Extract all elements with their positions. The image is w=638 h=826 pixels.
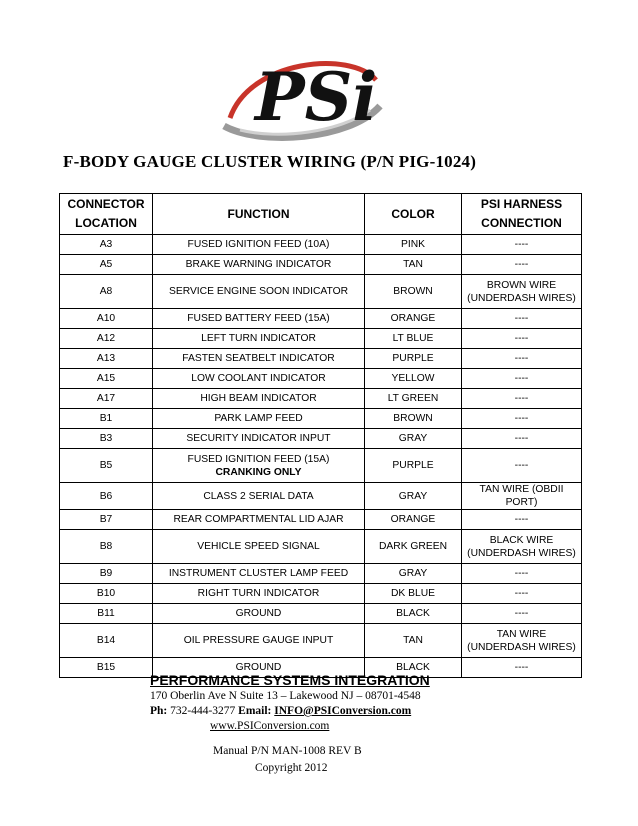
cell-function	[153, 255, 365, 275]
table-row	[60, 389, 582, 409]
header-color: COLOR	[365, 194, 462, 235]
cell-function-text: HIGH BEAM INDICATOR	[200, 393, 317, 404]
cell-function	[153, 369, 365, 389]
cell-color-text: GRAY	[398, 490, 428, 502]
table-row	[60, 329, 582, 349]
copyright: Copyright 2012	[255, 762, 328, 774]
cell-function-text: FUSED BATTERY FEED (15A)	[187, 313, 330, 324]
cell-color	[365, 255, 462, 275]
cell-color	[365, 329, 462, 349]
cell-connector-location-text: A10	[96, 313, 116, 324]
table-body	[60, 235, 582, 678]
cell-color-text: BROWN	[393, 286, 433, 297]
cell-function	[153, 624, 365, 658]
cell-connector-location-text: B8	[99, 541, 113, 552]
cell-harness-connection-text: ----	[514, 353, 529, 364]
cell-connector-location-text: B11	[97, 608, 115, 619]
table-header-row	[60, 194, 582, 235]
cell-connector-location	[60, 275, 153, 309]
table-row	[60, 564, 582, 584]
cell-harness-connection-text: ----	[514, 662, 529, 673]
cell-color-text: TAN	[403, 259, 423, 270]
cell-harness-connection	[462, 530, 582, 564]
cell-connector-location	[60, 309, 153, 329]
cell-function-text: LEFT TURN INDICATOR	[201, 333, 316, 344]
table-row	[60, 483, 582, 510]
cell-color	[365, 275, 462, 309]
cell-harness-connection-text: ----	[514, 608, 529, 619]
cell-color-text: LT BLUE	[392, 333, 434, 344]
cell-harness-connection-text: TAN WIRE (OBDII PORT)	[479, 484, 564, 508]
table-row	[60, 309, 582, 329]
table-row	[60, 275, 582, 309]
cell-harness-connection-text: ----	[514, 373, 529, 384]
cell-harness-connection-text: ----	[514, 568, 529, 579]
cell-function	[153, 389, 365, 409]
cell-function-text: LOW COOLANT INDICATOR	[191, 373, 326, 384]
cell-function-text: OIL PRESSURE GAUGE INPUT	[183, 635, 334, 646]
cell-function-text: SECURITY INDICATOR INPUT	[186, 433, 331, 444]
cell-function	[153, 530, 365, 564]
cell-connector-location	[60, 604, 153, 624]
cell-color-text: TAN	[403, 635, 423, 646]
cell-connector-location-text: A3	[99, 239, 113, 250]
cell-color-text: GRAY	[398, 568, 428, 579]
cell-function-text: RIGHT TURN INDICATOR	[197, 588, 320, 599]
table-row	[60, 369, 582, 389]
table-row	[60, 349, 582, 369]
cell-connector-location-text: B3	[99, 433, 113, 444]
cell-color-text: ORANGE	[390, 313, 436, 324]
cell-color-text: DARK GREEN	[378, 541, 448, 552]
cell-function	[153, 449, 365, 483]
cell-connector-location	[60, 449, 153, 483]
cell-harness-connection-text: BROWN WIRE (UNDERDASH WIRES)	[467, 279, 576, 304]
cell-harness-connection	[462, 604, 582, 624]
cell-function	[153, 564, 365, 584]
psi-logo	[200, 40, 390, 160]
cell-harness-connection	[462, 483, 582, 510]
function-note: CRANKING ONLY	[215, 466, 302, 478]
cell-function-text: GROUND	[235, 662, 282, 673]
logo-text: PSi	[255, 58, 378, 136]
phone-label: Ph:	[150, 705, 168, 717]
cell-color	[365, 564, 462, 584]
cell-function-text: FASTEN SEATBELT INDICATOR	[182, 353, 335, 364]
table-row	[60, 409, 582, 429]
cell-connector-location	[60, 483, 153, 510]
cell-connector-location-text: B9	[99, 568, 113, 579]
header-harness-connection: PSI HARNESS CONNECTION	[462, 194, 582, 235]
cell-function-text: GROUND	[235, 608, 282, 619]
cell-function	[153, 275, 365, 309]
cell-color	[365, 584, 462, 604]
cell-harness-connection-text: TAN WIRE (UNDERDASH WIRES)	[467, 628, 576, 653]
cell-color-text: LT GREEN	[387, 393, 439, 404]
cell-function-text: SERVICE ENGINE SOON INDICATOR	[168, 286, 349, 297]
cell-color	[365, 429, 462, 449]
cell-function	[153, 409, 365, 429]
cell-connector-location-text: A12	[96, 333, 116, 344]
cell-function	[153, 329, 365, 349]
table-row	[60, 235, 582, 255]
cell-connector-location	[60, 349, 153, 369]
cell-connector-location	[60, 564, 153, 584]
table-row	[60, 530, 582, 564]
table-row	[60, 624, 582, 658]
cell-color-text: ORANGE	[390, 514, 436, 525]
cell-connector-location	[60, 624, 153, 658]
page-title: F-BODY GAUGE CLUSTER WIRING (P/N PIG-1024)	[63, 152, 477, 171]
cell-connector-location	[60, 658, 153, 678]
table-row	[60, 255, 582, 275]
cell-color	[365, 510, 462, 530]
cell-function-text: FUSED IGNITION FEED (15A)	[187, 453, 330, 465]
cell-harness-connection-text: ----	[514, 333, 529, 344]
cell-color-text: YELLOW	[391, 373, 435, 384]
cell-function	[153, 309, 365, 329]
cell-function-text: VEHICLE SPEED SIGNAL	[197, 541, 320, 552]
company-name: PERFORMANCE SYSTEMS INTEGRATION	[150, 672, 430, 688]
cell-connector-location	[60, 510, 153, 530]
cell-function-text: FUSED IGNITION FEED (10A)	[187, 239, 330, 250]
cell-connector-location	[60, 329, 153, 349]
cell-connector-location-text: A17	[96, 393, 116, 404]
cell-connector-location	[60, 584, 153, 604]
cell-function-text: PARK LAMP FEED	[214, 413, 303, 424]
cell-connector-location-text: A13	[96, 353, 116, 364]
cell-harness-connection-text: ----	[514, 239, 529, 250]
cell-function	[153, 483, 365, 510]
wiring-table	[59, 193, 582, 678]
cell-color-text: BLACK	[396, 608, 430, 619]
cell-harness-connection	[462, 584, 582, 604]
cell-color	[365, 349, 462, 369]
cell-function	[153, 349, 365, 369]
cell-harness-connection	[462, 255, 582, 275]
cell-harness-connection	[462, 564, 582, 584]
cell-harness-connection	[462, 275, 582, 309]
cell-connector-location-text: B7	[99, 514, 113, 525]
cell-harness-connection-text: ----	[514, 413, 529, 424]
cell-function-text: BRAKE WARNING INDICATOR	[185, 259, 332, 270]
cell-connector-location-text: B15	[96, 662, 116, 673]
cell-connector-location	[60, 409, 153, 429]
address: 170 Oberlin Ave N Suite 13 – Lakewood NJ – 08701-4548	[150, 690, 421, 702]
cell-color	[365, 309, 462, 329]
cell-color-text: DK BLUE	[390, 588, 436, 599]
cell-function	[153, 510, 365, 530]
cell-color	[365, 530, 462, 564]
cell-color-text: BROWN	[393, 413, 433, 424]
table-row	[60, 604, 582, 624]
cell-harness-connection	[462, 329, 582, 349]
cell-connector-location-text: B10	[96, 588, 116, 599]
cell-harness-connection	[462, 389, 582, 409]
cell-harness-connection	[462, 429, 582, 449]
cell-harness-connection-text: ----	[514, 433, 529, 444]
cell-color	[365, 483, 462, 510]
cell-color-text: BLACK	[396, 662, 430, 673]
cell-harness-connection	[462, 369, 582, 389]
cell-function	[153, 584, 365, 604]
cell-harness-connection-text: ----	[514, 313, 529, 324]
cell-color	[365, 624, 462, 658]
email-link[interactable]: INFO@PSIConversion.com	[274, 705, 412, 717]
cell-function	[153, 604, 365, 624]
cell-harness-connection-text: ----	[514, 460, 529, 471]
cell-harness-connection-text: BLACK WIRE (UNDERDASH WIRES)	[467, 534, 576, 559]
phone-number: 732-444-3277	[170, 705, 236, 717]
cell-connector-location-text: B14	[96, 635, 116, 646]
table-row	[60, 584, 582, 604]
header-function: FUNCTION	[153, 194, 365, 235]
contact-line	[150, 705, 411, 717]
cell-harness-connection	[462, 449, 582, 483]
cell-connector-location-text: B1	[99, 413, 113, 424]
cell-harness-connection-text: ----	[514, 588, 529, 599]
cell-connector-location	[60, 429, 153, 449]
email-label: Email:	[238, 705, 272, 717]
cell-harness-connection-text: ----	[514, 259, 529, 270]
cell-connector-location-text: A5	[99, 259, 113, 270]
cell-color	[365, 369, 462, 389]
table-row	[60, 449, 582, 483]
cell-connector-location	[60, 530, 153, 564]
cell-harness-connection	[462, 309, 582, 329]
cell-connector-location-text: B5	[99, 460, 113, 471]
cell-color	[365, 604, 462, 624]
cell-function-text: INSTRUMENT CLUSTER LAMP FEED	[168, 568, 349, 579]
cell-color-text: GRAY	[398, 433, 428, 444]
cell-connector-location	[60, 389, 153, 409]
table-row	[60, 510, 582, 530]
cell-function-text: CLASS 2 SERIAL DATA	[203, 490, 314, 502]
cell-connector-location-text: A15	[96, 373, 116, 384]
cell-harness-connection	[462, 409, 582, 429]
cell-color-text: PURPLE	[392, 353, 434, 364]
cell-harness-connection	[462, 510, 582, 530]
website-link[interactable]: www.PSIConversion.com	[210, 720, 330, 732]
cell-harness-connection-text: ----	[514, 393, 529, 404]
cell-harness-connection	[462, 624, 582, 658]
manual-number: Manual P/N MAN-1008 REV B	[213, 745, 362, 757]
cell-color	[365, 409, 462, 429]
cell-color	[365, 389, 462, 409]
cell-harness-connection	[462, 349, 582, 369]
cell-function	[153, 235, 365, 255]
cell-connector-location-text: B6	[99, 490, 113, 502]
cell-connector-location-text: A8	[99, 286, 113, 297]
header-connector-location: CONNECTOR LOCATION	[60, 194, 153, 235]
cell-harness-connection	[462, 658, 582, 678]
cell-color	[365, 235, 462, 255]
cell-color-text: PINK	[400, 239, 426, 250]
cell-connector-location	[60, 369, 153, 389]
cell-color-text: PURPLE	[392, 460, 434, 471]
cell-harness-connection	[462, 235, 582, 255]
cell-color	[365, 449, 462, 483]
cell-function	[153, 429, 365, 449]
cell-function-text: REAR COMPARTMENTAL LID AJAR	[173, 514, 344, 525]
table-row	[60, 429, 582, 449]
cell-harness-connection-text: ----	[514, 514, 529, 525]
cell-connector-location	[60, 235, 153, 255]
cell-connector-location	[60, 255, 153, 275]
